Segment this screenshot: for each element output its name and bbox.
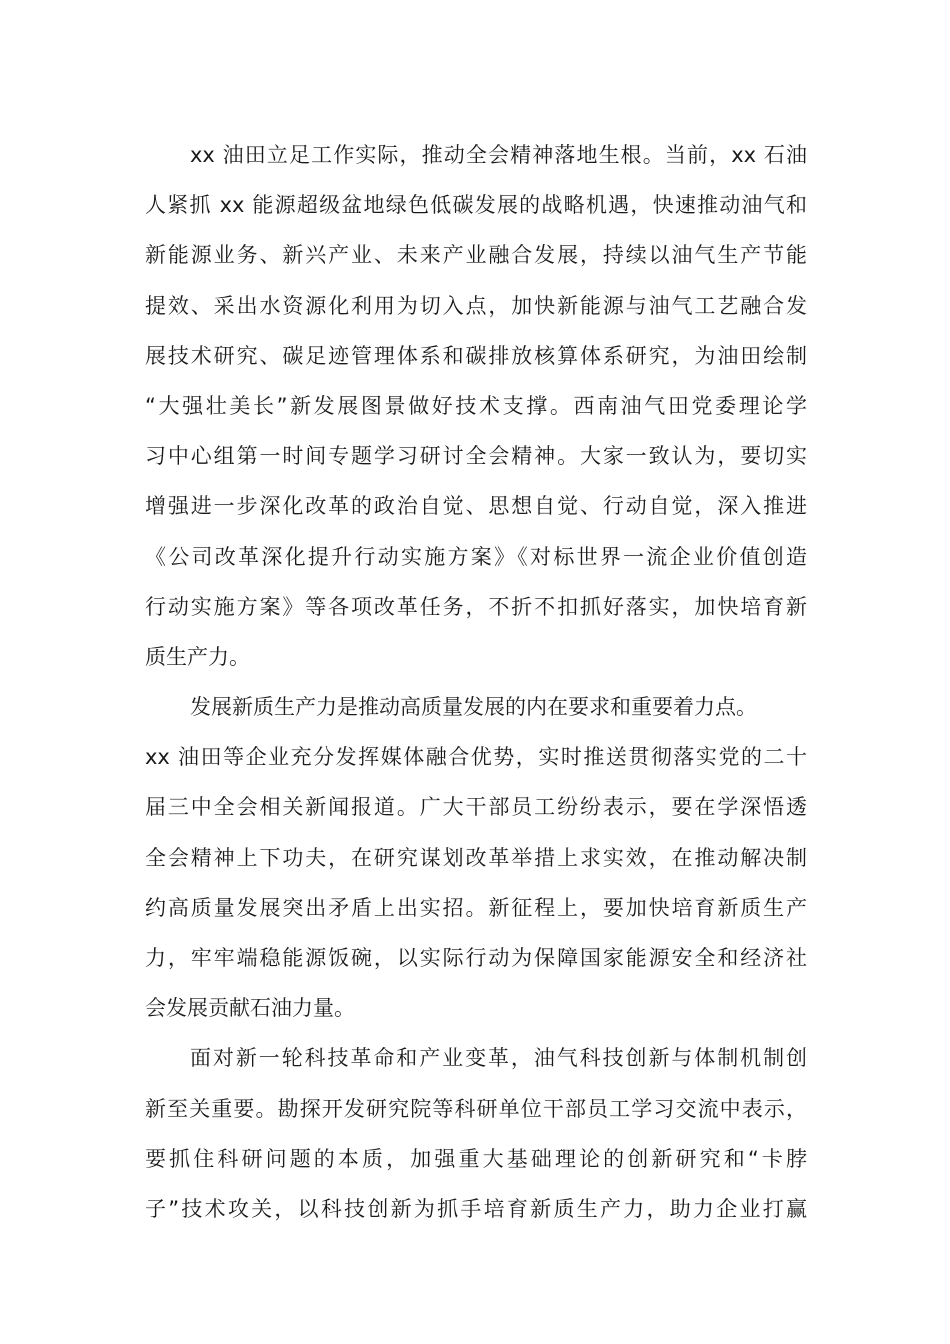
paragraph-line: 会发展贡献石油力量。 bbox=[145, 996, 355, 1021]
paragraph-line: 增强进一步深化改革的政治自觉、思想自觉、行动自觉，深入推进 bbox=[145, 494, 807, 519]
paragraph-line: xx 油田等企业充分发挥媒体融合优势，实时推送贯彻落实党的二十 bbox=[145, 745, 807, 770]
paragraph-2 bbox=[145, 682, 807, 1033]
paragraph-line: 面对新一轮科技革命和产业变革，油气科技创新与体制机制创 bbox=[190, 1046, 807, 1071]
paragraph-line: 全会精神上下功夫，在研究谋划改革举措上求实效，在推动解决制 bbox=[145, 845, 807, 870]
paragraph-line: xx 油田立足工作实际，推动全会精神落地生根。当前，xx 石油 bbox=[190, 143, 807, 167]
paragraph-line: 习中心组第一时间专题学习研讨全会精神。大家一致认为，要切实 bbox=[145, 444, 807, 469]
paragraph-3 bbox=[145, 1033, 807, 1234]
paragraph-1 bbox=[145, 130, 807, 682]
paragraph-line: 要抓住科研问题的本质，加强重大基础理论的创新研究和“卡脖 bbox=[145, 1146, 807, 1171]
paragraph-line: 新能源业务、新兴产业、未来产业融合发展，持续以油气生产节能 bbox=[145, 243, 807, 268]
paragraph-line: 人紧抓 xx 能源超级盆地绿色低碳发展的战略机遇，快速推动油气和 bbox=[145, 193, 807, 218]
paragraph-line: 提效、采出水资源化利用为切入点，加快新能源与油气工艺融合发 bbox=[145, 293, 807, 318]
paragraph-line: 质生产力。 bbox=[145, 644, 250, 669]
paragraph-line: 《公司改革深化提升行动实施方案》《对标世界一流企业价值创造 bbox=[145, 544, 807, 569]
paragraph-line: “大强壮美长”新发展图景做好技术支撑。西南油气田党委理论学 bbox=[145, 393, 807, 418]
paragraph-line: 行动实施方案》等各项改革任务，不折不扣抓好落实，加快培育新 bbox=[145, 594, 807, 619]
paragraph-line: 力，牢牢端稳能源饭碗，以实际行动为保障国家能源安全和经济社 bbox=[145, 946, 807, 970]
paragraph-line: 届三中全会相关新闻报道。广大干部员工纷纷表示，要在学深悟透 bbox=[145, 795, 807, 820]
paragraph-line: 约高质量发展突出矛盾上出实招。新征程上，要加快培育新质生产 bbox=[145, 895, 807, 920]
document-body bbox=[145, 130, 807, 1234]
paragraph-line: 展技术研究、碳足迹管理体系和碳排放核算体系研究，为油田绘制 bbox=[145, 343, 807, 368]
paragraph-line: 新至关重要。勘探开发研究院等科研单位干部员工学习交流中表示， bbox=[145, 1096, 807, 1121]
paragraph-line: 发展新质生产力是推动高质量发展的内在要求和重要着力点。 bbox=[190, 695, 757, 720]
paragraph-line: 子”技术攻关，以科技创新为抓手培育新质生产力，助力企业打赢 bbox=[145, 1196, 807, 1221]
